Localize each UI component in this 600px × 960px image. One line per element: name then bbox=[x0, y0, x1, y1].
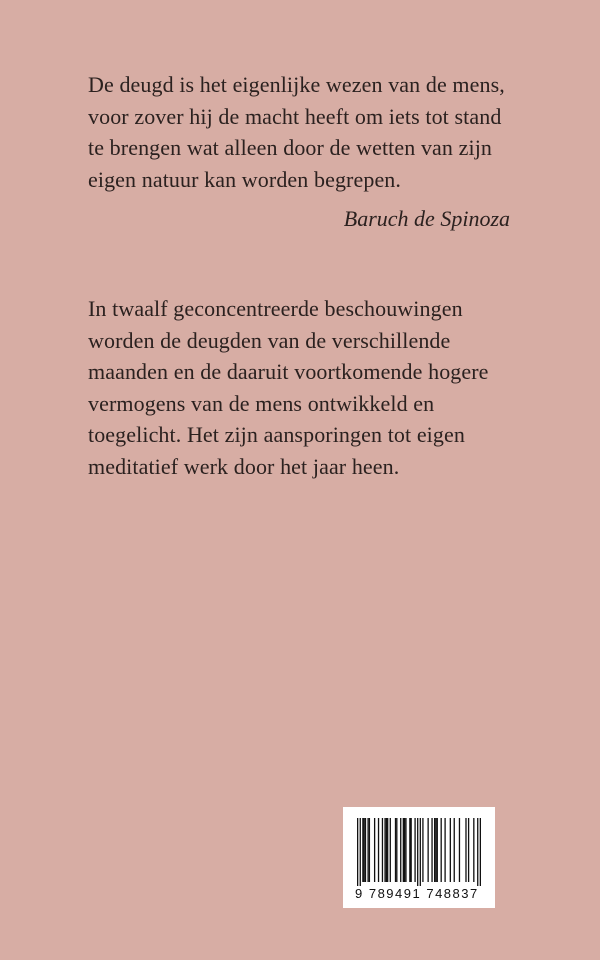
quote-line: voor zover hij de macht heeft om iets tot stand bbox=[88, 103, 502, 129]
barcode-bar bbox=[390, 818, 391, 882]
barcode-bar bbox=[396, 818, 397, 882]
isbn-barcode bbox=[343, 807, 495, 908]
barcode-bar bbox=[434, 818, 435, 882]
barcode-bar bbox=[403, 818, 404, 882]
barcode-bar bbox=[378, 818, 379, 882]
barcode-bar bbox=[400, 818, 401, 882]
barcode-bar bbox=[450, 818, 451, 882]
barcode-bar bbox=[427, 818, 428, 882]
barcode-bar bbox=[387, 818, 388, 882]
barcode-bar bbox=[480, 818, 481, 886]
barcode-bar bbox=[411, 818, 412, 882]
description-line: toegelicht. Het zijn aansporingen tot eigen bbox=[88, 422, 465, 447]
quote-line: eigen natuur kan worden begrepen. bbox=[88, 166, 402, 192]
barcode-bar bbox=[459, 818, 460, 882]
book-description bbox=[88, 293, 528, 482]
barcode-bar bbox=[360, 818, 361, 886]
barcode-bar bbox=[444, 818, 445, 882]
barcode-bar bbox=[437, 818, 438, 882]
description-line: vermogens van de mens ontwikkeld en bbox=[88, 390, 435, 416]
isbn-number: 9 789491 748837 bbox=[355, 886, 479, 901]
barcode-bar bbox=[414, 818, 415, 882]
barcode-bar bbox=[365, 818, 366, 882]
barcode-bar bbox=[422, 818, 423, 882]
description-line: meditatief werk door het jaar heen. bbox=[88, 453, 400, 479]
barcode-bar bbox=[409, 818, 410, 882]
barcode-bar bbox=[417, 818, 418, 886]
barcode-bar bbox=[369, 818, 370, 882]
barcode-bar bbox=[420, 818, 421, 886]
barcode-bar bbox=[382, 818, 383, 882]
barcode-bar bbox=[431, 818, 432, 882]
barcode-bar bbox=[364, 818, 365, 882]
barcode-bar bbox=[395, 818, 396, 882]
barcode-bar bbox=[435, 818, 436, 882]
barcode-bar bbox=[386, 818, 387, 882]
quote-line: De deugd is het eigenlijke wezen van de mens, bbox=[88, 72, 505, 97]
barcode-bar bbox=[473, 818, 474, 882]
barcode-bar bbox=[357, 818, 358, 886]
barcode-bars bbox=[357, 818, 481, 886]
barcode-bar bbox=[404, 818, 405, 882]
barcode-bar bbox=[477, 818, 478, 886]
spinoza-quote bbox=[88, 69, 518, 195]
barcode-bar bbox=[465, 818, 466, 882]
barcode-bar bbox=[454, 818, 455, 882]
barcode-bar bbox=[405, 818, 406, 882]
barcode-bar bbox=[384, 818, 385, 882]
barcode-bar bbox=[367, 818, 368, 882]
barcode-bar bbox=[441, 818, 442, 882]
description-line: worden de deugden van de verschillende bbox=[88, 327, 451, 353]
barcode-bar bbox=[374, 818, 375, 882]
description-line: In twaalf geconcentreerde beschouwingen bbox=[88, 296, 463, 321]
barcode-bar bbox=[362, 818, 363, 882]
barcode-bar bbox=[468, 818, 469, 882]
quote-line: te brengen wat alleen door de wetten van zijn bbox=[88, 135, 493, 160]
quote-author: Baruch de Spinoza bbox=[343, 206, 510, 231]
description-line: maanden en de daaruit voortkomende hogere bbox=[88, 359, 489, 384]
